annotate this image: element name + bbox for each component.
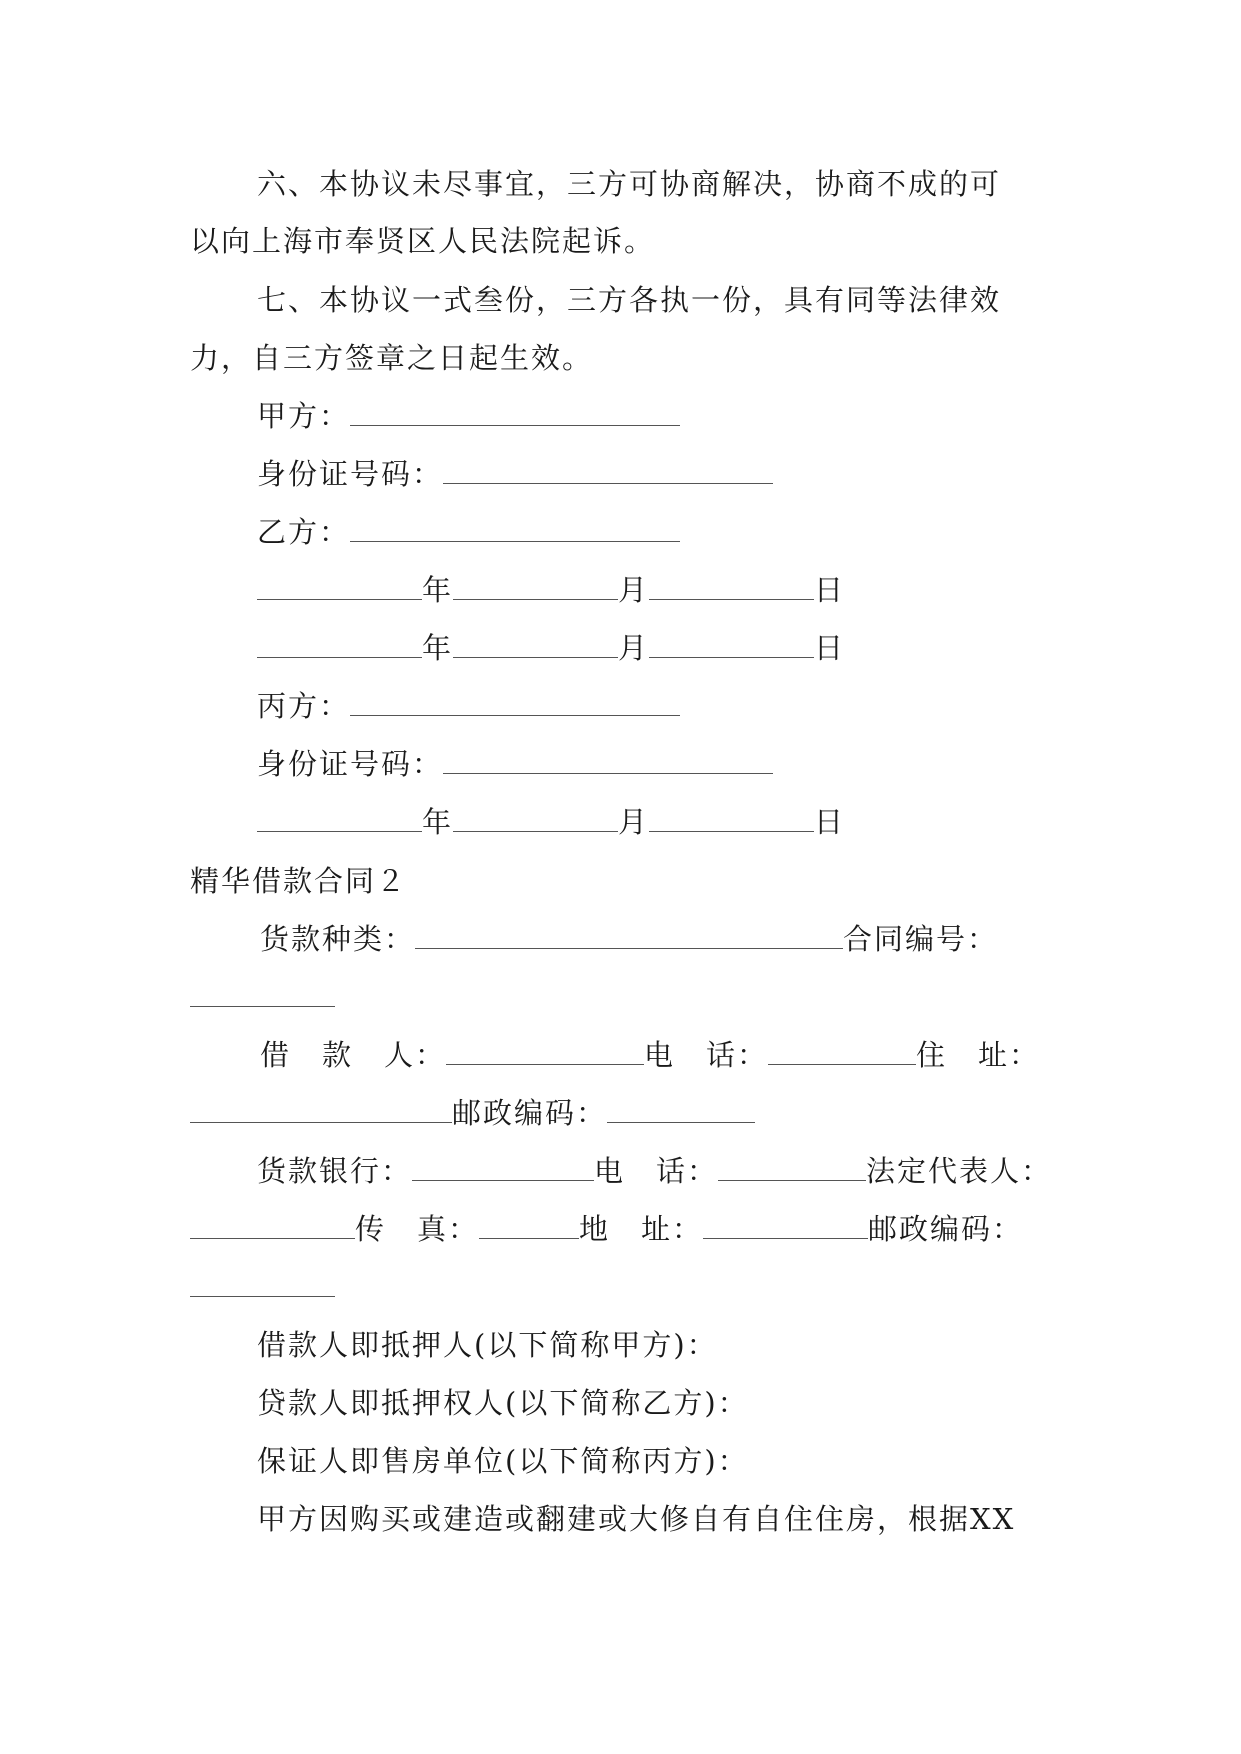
clause-seven-line2: 力，自三方签章之日起生效。 xyxy=(190,341,594,375)
party-c-row xyxy=(257,686,680,726)
bank-address-label: 地 址： xyxy=(579,1212,704,1246)
party-c-label: 丙方： xyxy=(257,689,351,723)
party-a-label: 甲方： xyxy=(257,399,351,433)
party-b-row xyxy=(257,512,680,552)
party-a-row xyxy=(257,396,680,436)
bank-row-2 xyxy=(190,1209,1023,1249)
borrower-row xyxy=(260,1035,1040,1075)
borrower-row-2 xyxy=(190,1093,755,1133)
lending-bank-label: 货款银行： xyxy=(257,1154,413,1188)
year-blank[interactable] xyxy=(257,573,422,600)
bank-phone-blank[interactable] xyxy=(718,1154,866,1181)
lending-bank-blank[interactable] xyxy=(412,1154,594,1181)
year-label: 年 xyxy=(422,573,454,607)
section-2-title: 精华借款合同２ xyxy=(190,864,408,898)
month-blank[interactable] xyxy=(453,631,618,658)
day-label: 日 xyxy=(814,573,846,607)
contract-no-row xyxy=(190,977,335,1017)
year-label: 年 xyxy=(422,805,454,839)
month-label: 月 xyxy=(618,573,650,607)
date-row-1 xyxy=(257,570,845,610)
legal-rep-blank[interactable] xyxy=(190,1212,355,1239)
bank-postal-row xyxy=(190,1267,335,1307)
bank-phone-label: 电 话： xyxy=(594,1154,719,1188)
day-label: 日 xyxy=(814,631,846,665)
month-blank[interactable] xyxy=(453,805,618,832)
contract-no-blank[interactable] xyxy=(190,980,335,1007)
party-a-definition: 借款人即抵押人(以下简称甲方)： xyxy=(257,1328,718,1362)
day-blank[interactable] xyxy=(649,805,814,832)
day-blank[interactable] xyxy=(649,573,814,600)
clause-seven-line1: 七、本协议一式叁份，三方各执一份，具有同等法律效 xyxy=(257,283,1002,317)
bank-postal-label: 邮政编码： xyxy=(868,1212,1024,1246)
party-c-definition: 保证人即售房单位(以下简称丙方)： xyxy=(257,1444,749,1478)
bank-address-blank[interactable] xyxy=(703,1212,868,1239)
legal-rep-label: 法定代表人： xyxy=(866,1154,1053,1188)
day-blank[interactable] xyxy=(649,631,814,658)
year-label: 年 xyxy=(422,631,454,665)
id-number-label: 身份证号码： xyxy=(257,747,444,781)
party-c-blank[interactable] xyxy=(350,689,680,716)
party-a-id-row xyxy=(257,454,773,494)
party-a-id-blank[interactable] xyxy=(443,457,773,484)
clause-six-line1: 六、本协议未尽事宜，三方可协商解决，协商不成的可 xyxy=(257,167,1002,201)
party-c-id-blank[interactable] xyxy=(443,747,773,774)
party-b-definition: 贷款人即抵押权人(以下简称乙方)： xyxy=(257,1386,749,1420)
borrower-label: 借 款 人： xyxy=(260,1038,447,1072)
bank-postal-blank[interactable] xyxy=(190,1270,335,1297)
id-number-label: 身份证号码： xyxy=(257,457,444,491)
month-label: 月 xyxy=(618,805,650,839)
clause-six-line2: 以向上海市奉贤区人民法院起诉。 xyxy=(190,224,656,258)
date-row-3 xyxy=(257,802,845,842)
address-blank[interactable] xyxy=(190,1096,452,1123)
date-row-2 xyxy=(257,628,845,668)
party-b-label: 乙方： xyxy=(257,515,351,549)
year-blank[interactable] xyxy=(257,805,422,832)
postal-code-blank[interactable] xyxy=(607,1096,755,1123)
fax-label: 传 真： xyxy=(355,1212,480,1246)
loan-type-row xyxy=(260,919,998,959)
month-label: 月 xyxy=(618,631,650,665)
postal-code-label: 邮政编码： xyxy=(452,1096,608,1130)
contract-no-label: 合同编号： xyxy=(843,922,999,956)
party-c-id-row xyxy=(257,744,773,784)
phone-blank[interactable] xyxy=(768,1038,916,1065)
borrower-blank[interactable] xyxy=(446,1038,644,1065)
month-blank[interactable] xyxy=(453,573,618,600)
loan-type-blank[interactable] xyxy=(415,922,843,949)
year-blank[interactable] xyxy=(257,631,422,658)
day-label: 日 xyxy=(814,805,846,839)
fax-blank[interactable] xyxy=(479,1212,579,1239)
intro-paragraph: 甲方因购买或建造或翻建或大修自有自住住房，根据XX xyxy=(257,1502,1016,1536)
phone-label: 电 话： xyxy=(644,1038,769,1072)
loan-type-label: 货款种类： xyxy=(260,922,416,956)
party-b-blank[interactable] xyxy=(350,515,680,542)
address-label: 住 址： xyxy=(916,1038,1041,1072)
bank-row xyxy=(257,1151,1052,1191)
party-a-blank[interactable] xyxy=(350,399,680,426)
